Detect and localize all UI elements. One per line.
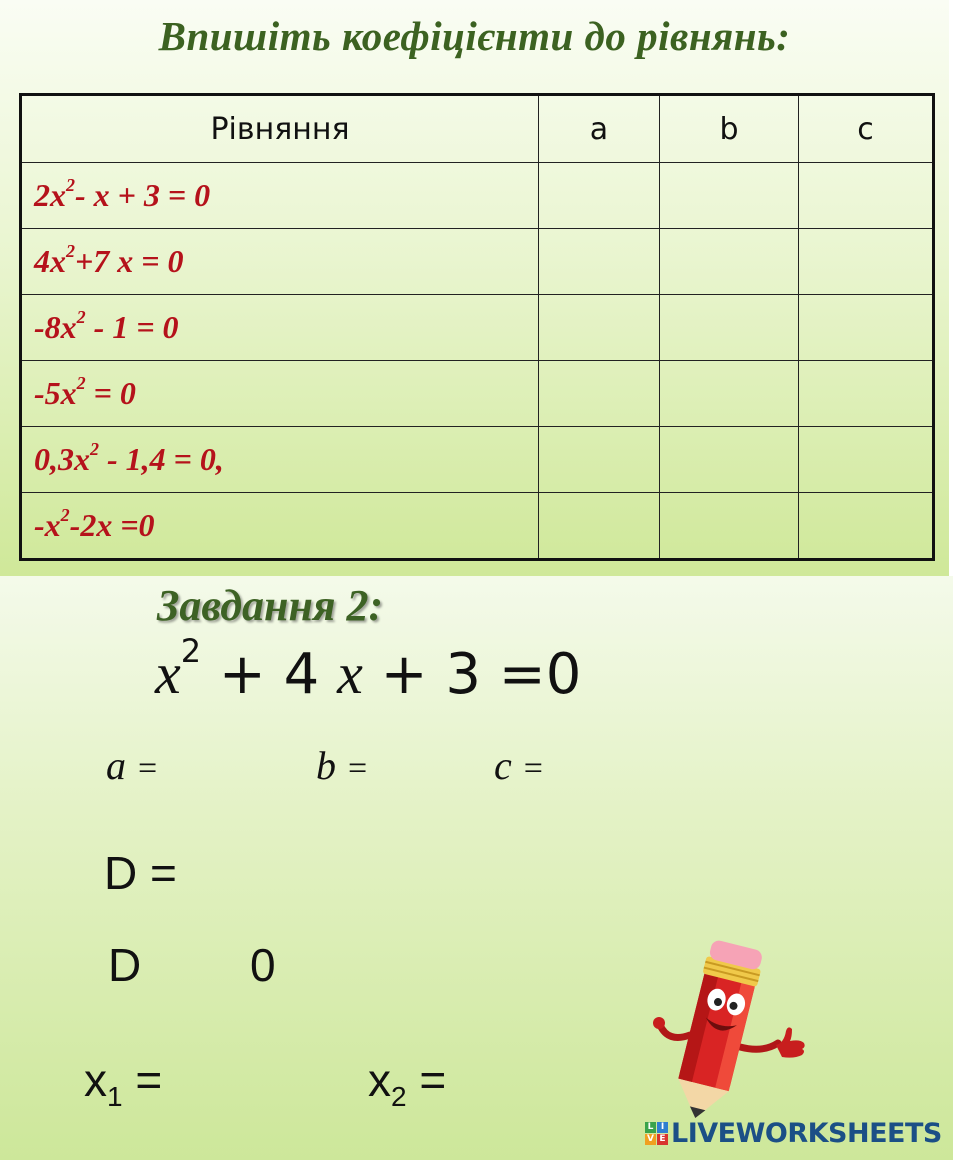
answer-b-cell[interactable]: [660, 229, 799, 295]
table-header-row: [21, 95, 934, 163]
header-c: c: [799, 95, 934, 163]
answer-b-cell[interactable]: [660, 163, 799, 229]
equation-cell: $4x^2+7$ x = 0: [21, 229, 539, 295]
quadratic-equation: $x^2 + 4$ x + 3 =0: [155, 632, 582, 707]
equation-cell: $-5x^2 = 0$: [21, 361, 539, 427]
answer-b-cell[interactable]: [660, 493, 799, 560]
table-row: [21, 163, 934, 229]
answer-b-cell[interactable]: [660, 361, 799, 427]
coef-c-label: c =: [494, 743, 543, 788]
coef-a-label: a =: [106, 743, 158, 788]
answer-b-cell[interactable]: [660, 295, 799, 361]
pencil-mascot-illustration: [628, 935, 818, 1130]
table-row: [21, 295, 934, 361]
answer-a-cell[interactable]: [539, 493, 660, 560]
task1-slide: [0, 0, 949, 576]
answer-b-cell[interactable]: [660, 427, 799, 493]
header-equation: Рівняння: [21, 95, 539, 163]
equation-cell: $-8x^2 - 1 = 0$: [21, 295, 539, 361]
discriminant-compare-zero: 0: [250, 939, 276, 991]
answer-a-cell[interactable]: [539, 427, 660, 493]
answer-c-cell[interactable]: [799, 163, 934, 229]
discriminant-label: D =: [104, 847, 177, 899]
header-a: a: [539, 95, 660, 163]
table-row: [21, 493, 934, 560]
coefficients-table: [19, 93, 935, 561]
equation-cell: $-x^2-2x =0$: [21, 493, 539, 560]
answer-a-cell[interactable]: [539, 361, 660, 427]
root-x1-label: $x_1$ =: [84, 1054, 163, 1112]
liveworksheets-logo: L I V E LIVEWORKSHEETS: [645, 1118, 942, 1150]
answer-c-cell[interactable]: [799, 229, 934, 295]
equation-cell: $2x^2-$ x + 3 = 0: [21, 163, 539, 229]
answer-c-cell[interactable]: [799, 427, 934, 493]
liveworksheets-logo-icon: L I V E: [645, 1122, 669, 1146]
table-row: [21, 361, 934, 427]
table-row: [21, 427, 934, 493]
answer-a-cell[interactable]: [539, 295, 660, 361]
task1-title: Впишіть коефіцієнти до рівнянь:: [158, 13, 791, 59]
task2-title: Завдання 2:: [157, 581, 384, 630]
discriminant-compare-d: D: [108, 939, 142, 991]
answer-c-cell[interactable]: [799, 493, 934, 560]
answer-c-cell[interactable]: [799, 361, 934, 427]
header-b: b: [660, 95, 799, 163]
root-x2-label: $x_2$ =: [368, 1054, 447, 1112]
coef-b-label: b =: [316, 743, 368, 788]
answer-a-cell[interactable]: [539, 229, 660, 295]
answer-a-cell[interactable]: [539, 163, 660, 229]
table-row: [21, 229, 934, 295]
equation-cell: $0,3x^2 - 1,4 = 0$,: [21, 427, 539, 493]
answer-c-cell[interactable]: [799, 295, 934, 361]
